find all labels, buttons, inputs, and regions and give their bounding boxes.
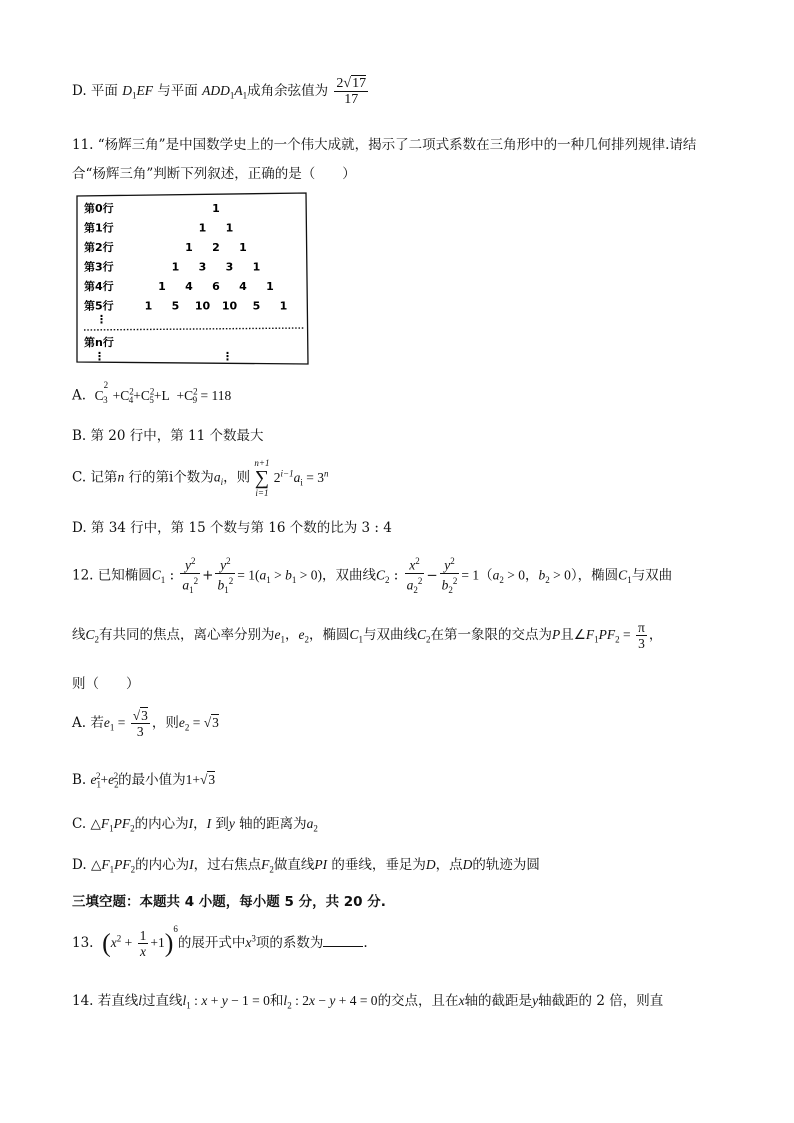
q11-line2: 合“杨辉三角”判断下列叙述，正确的是（ ） (72, 166, 356, 182)
triangle-number: 1 (198, 221, 207, 235)
triangle-number: 1 (158, 280, 166, 293)
q11-option-d: D. 第 34 行中，第 15 个数与第 16 个数的比为 3 : 4 (72, 520, 392, 536)
prev-option-d: D. 平面 $D_1EF$ 与平面 $ADD_1A_1$成角余弦值为 $\frac{2√17}{17}$ (72, 76, 367, 107)
q12-line1: 12. 已知椭圆$C_1$ : $\frac{y^2}{a_1^2}$ + $\frac{y^2}{b_1^2}$ = $1(a_1 > b_1 > 0)$，双曲线$C_2$ : $\frac{x^2}{a_2^2}$ − $\frac{y^2}{b_2^2}$ = $1(a_2 > 0$，$b_2 > 0$），椭圆$C_1$与双曲 (72, 556, 673, 595)
triangle-number: 1 (212, 202, 220, 215)
yanghui-triangle-figure (74, 190, 312, 366)
q12-option-b: B. $e_1^2+e_2^2$的最小值为1+√3 (72, 770, 216, 790)
q11-option-c: C. 记第n 行的第i个数为$a_i$，则 n+1 ∑ i=1 $2^{i-1}a_i = 3^n$ (72, 458, 329, 498)
row-label: 第5行 (84, 299, 114, 313)
triangle-number: 1 (252, 260, 261, 274)
triangle-number: 5 (252, 299, 261, 313)
q13: 13. ($x^2$ + $\frac{1}{x}$ +1)$^6$的展开式中$x^3$项的系数为 . (72, 923, 368, 959)
triangle-number: 1 (171, 260, 180, 274)
section-heading: 三填空题：本题共 4 小题，每小题 5 分，共 20 分. (72, 894, 386, 910)
triangle-number: 1 (239, 241, 247, 254)
triangle-number: 1 (225, 221, 234, 235)
vertical-dots: ⋮ (96, 313, 107, 326)
cosine-value: $\frac{2√17}{17}$ (336, 76, 367, 107)
plane-add1a1: $ADD_1A_1$ (202, 83, 248, 101)
q11-option-b: B. 第 20 行中，第 11 个数最大 (72, 428, 264, 444)
plane-d1ef: $D_1EF$ (122, 83, 153, 101)
q11-option-a: A. $C^2_3 +C^2_4+C^2_5+L +C^2_9 = 118$ (72, 380, 232, 406)
triangle-number: 10 (221, 299, 238, 313)
q12-option-d: D. $\triangle F_1PF_2$的内心为I，过右焦点$F_2$做直线PI 的垂线，垂足为D，点D的轨迹为圆 (72, 857, 540, 875)
triangle-number: 1 (185, 241, 193, 254)
row-label: 第3行 (84, 260, 114, 274)
triangle-number: 4 (185, 280, 193, 293)
triangle-number: 1 (144, 299, 153, 313)
vertical-dots: ⋮ (222, 350, 233, 363)
triangle-number: 10 (194, 299, 211, 313)
row-label: 第4行 (84, 280, 114, 293)
answer-blank[interactable] (323, 946, 363, 947)
triangle-number: 6 (212, 280, 220, 293)
triangle-number: 2 (212, 241, 220, 254)
row-n-label: 第n行 (84, 336, 114, 349)
row-label: 第0行 (84, 202, 114, 215)
vertical-dots: ⋮ (94, 350, 105, 363)
triangle-number: 3 (225, 260, 234, 274)
row-label: 第1行 (84, 221, 114, 235)
triangle-number: 1 (279, 299, 288, 313)
triangle-number: 4 (239, 280, 247, 293)
q11-line1: 11. “杨辉三角”是中国数学史上的一个伟大成就，揭示了二项式系数在三角形中的一种几何排列规律.请结 (72, 137, 697, 153)
q12-option-c: C. $\triangle F_1PF_2$的内心为I，I 到y 轴的距离为$a_2$ (72, 816, 318, 834)
summation: n+1 ∑ i=1 (254, 458, 270, 498)
q12-line2: 线$C_2$有共同的焦点，离心率分别为$e_1$，$e_2$，椭圆$C_1$与双曲线$C_2$在第一象限的交点为P且$\angle F_1PF_2$ = $\frac{\pi}{3}$ ， (72, 620, 663, 651)
triangle-number: 5 (171, 299, 180, 313)
dotted-separator (84, 328, 304, 330)
q12-option-a: A. 若$e_1$ = $\frac{√3}{3}$ ，则$e_2 = √3$ (72, 708, 219, 739)
q14: 14. 若直线l过直线$l_1$ : x + y − 1 = 0和$l_2$ : 2x − y + 4 = 0的交点，且在x轴的截距是y轴截距的 2 倍，则直 (72, 993, 664, 1011)
triangle-number: 1 (266, 280, 274, 293)
q12-line3: 则（ ） (72, 676, 140, 692)
triangle-number: 3 (198, 260, 207, 274)
row-label: 第2行 (84, 241, 114, 254)
